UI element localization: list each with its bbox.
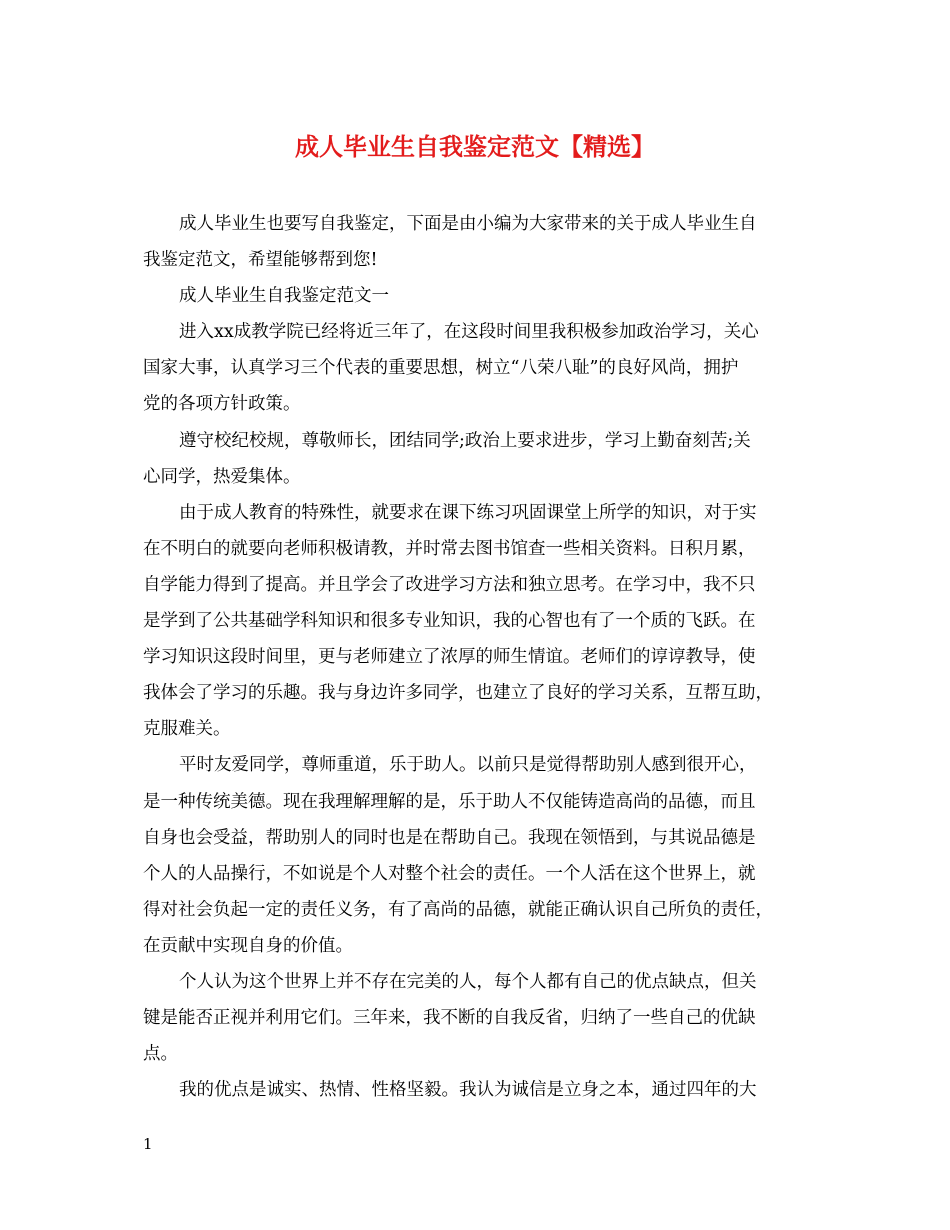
paragraph bbox=[143, 423, 813, 495]
paragraph-line: 在不明白的就要向老师积极请教，并时常去图书馆查一些相关资料。日积月累， bbox=[143, 538, 756, 559]
paragraph-line: 是一种传统美德。现在我理解理解的是，乐于助人不仅能铸造高尚的品德，而且 bbox=[143, 791, 756, 812]
paragraph-line: 自学能力得到了提高。并且学会了改进学习方法和独立思考。在学习中，我不只 bbox=[143, 574, 756, 595]
paragraph-line: 心同学，热爱集体。 bbox=[143, 466, 301, 487]
paragraph-line: 自身也会受益，帮助别人的同时也是在帮助自己。我现在领悟到，与其说品德是 bbox=[143, 827, 756, 848]
paragraph-line: 成人毕业生自我鉴定范文一 bbox=[179, 286, 389, 307]
paragraph bbox=[143, 747, 813, 964]
paragraph-line: 我鉴定范文，希望能够帮到您! bbox=[143, 250, 378, 271]
paragraph bbox=[143, 314, 813, 422]
paragraph-line: 在贡献中实现自身的价值。 bbox=[143, 935, 353, 956]
paragraph-line: 党的各项方针政策。 bbox=[143, 394, 301, 415]
paragraph-line: 我的优点是诚实、热情、性格坚毅。我认为诚信是立身之本，通过四年的大 bbox=[179, 1080, 757, 1101]
paragraph-line: 我体会了学习的乐趣。我与身边许多同学，也建立了良好的学习关系，互帮互助， bbox=[143, 683, 773, 704]
paragraph-line: 由于成人教育的特殊性，就要求在课下练习巩固课堂上所学的知识，对于实 bbox=[179, 502, 757, 523]
paragraph-line: 点。 bbox=[143, 1044, 178, 1065]
document-body bbox=[143, 206, 813, 1108]
paragraph bbox=[143, 206, 813, 278]
paragraph bbox=[143, 495, 813, 748]
document-title: 成人毕业生自我鉴定范文【精选】 bbox=[295, 132, 655, 161]
paragraph-line: 得对社会负起一定的责任义务，有了高尚的品德，就能正确认识自己所负的责任， bbox=[143, 899, 773, 920]
paragraph-line: 是学到了公共基础学科知识和很多专业知识，我的心智也有了一个质的飞跃。在 bbox=[143, 611, 756, 632]
paragraph-line: 学习知识这段时间里，更与老师建立了浓厚的师生情谊。老师们的谆谆教导，使 bbox=[143, 647, 756, 668]
paragraph bbox=[143, 964, 813, 1072]
paragraph-line: 进入xx成教学院已经将近三年了，在这段时间里我积极参加政治学习，关心 bbox=[179, 322, 759, 343]
page-number: 1 bbox=[143, 1135, 153, 1153]
paragraph bbox=[143, 1072, 813, 1108]
paragraph-line: 成人毕业生也要写自我鉴定，下面是由小编为大家带来的关于成人毕业生自 bbox=[179, 214, 757, 234]
paragraph-line: 个人认为这个世界上并不存在完美的人，每个人都有自己的优点缺点，但关 bbox=[179, 971, 757, 992]
paragraph-line: 平时友爱同学，尊师重道，乐于助人。以前只是觉得帮助别人感到很开心， bbox=[179, 755, 757, 776]
paragraph-line: 克服难关。 bbox=[143, 719, 231, 740]
paragraph-line: 国家大事，认真学习三个代表的重要思想，树立“八荣八耻”的良好风尚，拥护 bbox=[143, 358, 739, 379]
section-heading bbox=[143, 278, 813, 314]
paragraph-line: 个人的人品操行，不如说是个人对整个社会的责任。一个人活在这个世界上，就 bbox=[143, 863, 756, 884]
paragraph-line: 键是能否正视并利用它们。三年来，我不断的自我反省，归纳了一些自己的优缺 bbox=[143, 1008, 756, 1029]
paragraph-line: 遵守校纪校规，尊敬师长，团结同学;政治上要求进步，学习上勤奋刻苦;关 bbox=[179, 430, 751, 451]
